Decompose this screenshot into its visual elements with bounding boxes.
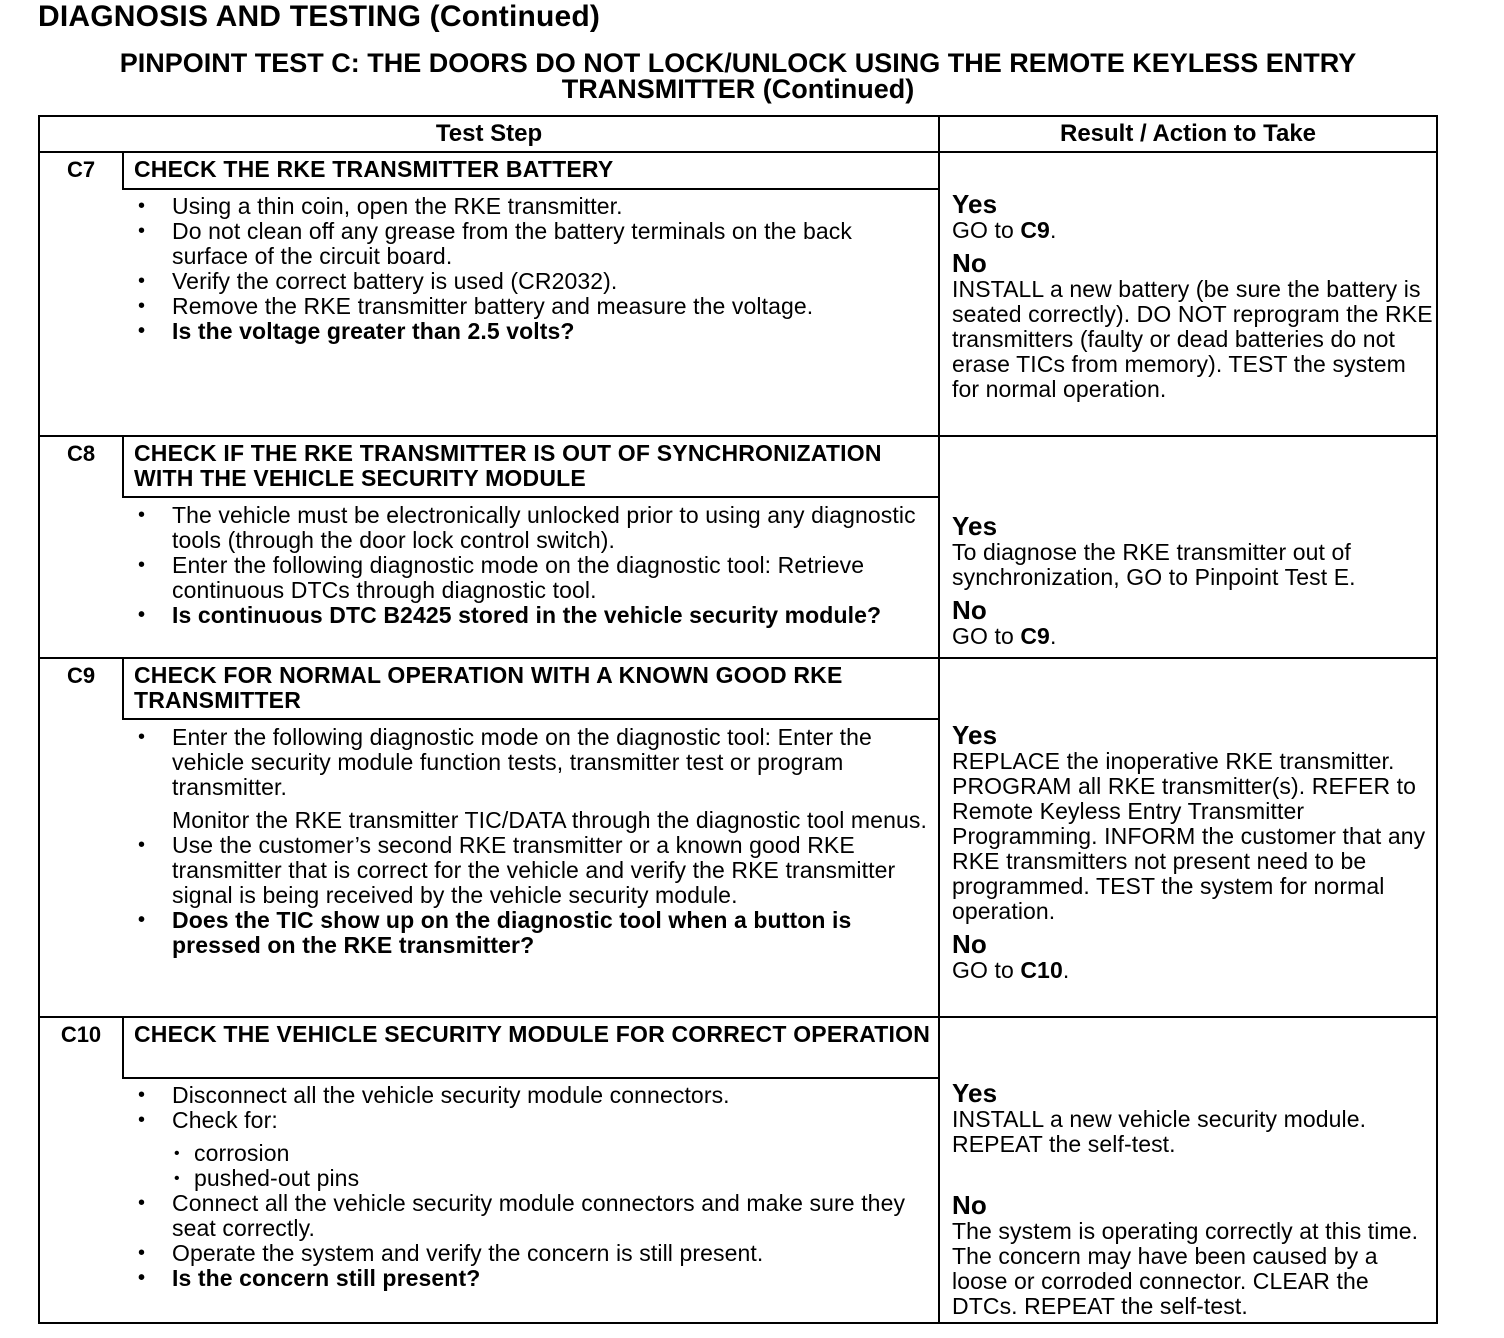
test-title-line-2: TRANSMITTER (Continued): [561, 74, 915, 104]
id-column-divider: [122, 658, 124, 719]
result-c8: [952, 512, 1434, 649]
id-column-divider: [122, 1017, 124, 1078]
list-item: • The vehicle must be electronically unlocked prior to using any diagnostic tools (through the door lock control switch).: [134, 503, 934, 553]
result-c9: [952, 721, 1434, 983]
id-column-divider: [122, 152, 124, 189]
column-header-test-step: Test Step: [435, 120, 543, 147]
test-question: • Is continuous DTC B2425 stored in the vehicle security module?: [134, 603, 934, 628]
step-id-c9: C9: [66, 663, 96, 688]
result-c10: [952, 1079, 1434, 1319]
title-divider: [122, 1077, 938, 1079]
list-item: • Operate the system and verify the concern is still present.: [134, 1241, 934, 1266]
no-action: The system is operating correctly at this time. The concern may have been caused by a loose or corroded connector. CLEAR the DTCs. REPEAT the self-test.: [952, 1218, 1419, 1319]
column-divider: [938, 117, 940, 1322]
title-divider: [122, 496, 938, 498]
step-title-c8: CHECK IF THE RKE TRANSMITTER IS OUT OF SYNCHRONIZATION WITH THE VEHICLE SECURITY MODULE: [134, 440, 882, 491]
page-title: DIAGNOSIS AND TESTING (Continued): [38, 0, 601, 33]
yes-label: Yes: [952, 189, 998, 219]
title-divider: [122, 188, 938, 190]
pinpoint-test-title: [38, 50, 1438, 102]
step-instructions-c8: [134, 503, 934, 628]
no-label: No: [952, 929, 987, 959]
list-item: • Connect all the vehicle security module connectors and make sure they seat correctly.: [134, 1191, 934, 1241]
list-item: • Enter the following diagnostic mode on the diagnostic tool: Enter the vehicle security module function tests, transmitter test or program transmitter.: [134, 725, 934, 800]
yes-label: Yes: [952, 511, 998, 541]
list-item: • Do not clean off any grease from the battery terminals on the back surface of the circuit board.: [134, 219, 934, 269]
pinpoint-test-table: [38, 115, 1438, 1324]
test-question: • Does the TIC show up on the diagnostic tool when a button is pressed on the RKE transmitter?: [134, 908, 934, 958]
row-divider: [40, 435, 1436, 437]
step-instructions-c10: [134, 1083, 934, 1291]
yes-label: Yes: [952, 720, 998, 750]
list-item: • Verify the correct battery is used (CR2032).: [134, 269, 934, 294]
sub-list-item: • pushed-out pins: [172, 1166, 934, 1191]
list-item: • Enter the following diagnostic mode on the diagnostic tool: Retrieve continuous DTCs through diagnostic tool.: [134, 553, 934, 603]
column-header-result: Result / Action to Take: [1059, 120, 1317, 147]
row-divider: [40, 657, 1436, 659]
list-item: • Remove the RKE transmitter battery and measure the voltage.: [134, 294, 934, 319]
yes-label: Yes: [952, 1078, 998, 1108]
header-divider: [40, 151, 1436, 153]
title-divider: [122, 718, 938, 720]
no-action: GO to C9.: [952, 623, 1057, 649]
no-action: INSTALL a new battery (be sure the battery is seated correctly). DO NOT reprogram the RKE transmitters (faulty or dead batteries do not erase TICs from memory). TEST the system for normal operation.: [952, 276, 1433, 402]
step-id-c8: C8: [66, 441, 96, 466]
row-divider: [40, 1016, 1436, 1018]
list-item: • Check for: • corrosion • pushed-out pins: [134, 1108, 934, 1191]
yes-action: INSTALL a new vehicle security module. REPEAT the self-test.: [952, 1106, 1367, 1157]
no-label: No: [952, 1190, 987, 1220]
list-item: • Use the customer’s second RKE transmitter or a known good RKE transmitter that is correct for the vehicle and verify the RKE transmitter signal is being received by the vehicle security module.: [134, 833, 934, 908]
yes-action: GO to C9.: [952, 217, 1057, 243]
test-title-line-1: PINPOINT TEST C: THE DOORS DO NOT LOCK/UNLOCK USING THE REMOTE KEYLESS ENTRY: [119, 48, 1357, 78]
step-title-c10: CHECK THE VEHICLE SECURITY MODULE FOR CORRECT OPERATION: [134, 1021, 931, 1047]
id-column-divider: [122, 436, 124, 497]
yes-action: REPLACE the inoperative RKE transmitter. PROGRAM all RKE transmitter(s). REFER to Remote Keyless Entry Transmitter Programming. INFORM the customer that any RKE transmitters not present need to be programmed. TEST the system for normal operation.: [952, 748, 1426, 924]
step-title-c7: CHECK THE RKE TRANSMITTER BATTERY: [134, 156, 614, 182]
step-reference: C10: [1020, 957, 1063, 983]
result-c7: [952, 190, 1434, 402]
list-item: • Disconnect all the vehicle security module connectors.: [134, 1083, 934, 1108]
step-id-c7: C7: [66, 157, 96, 182]
list-item: • Using a thin coin, open the RKE transmitter.: [134, 194, 934, 219]
step-title-c9: CHECK FOR NORMAL OPERATION WITH A KNOWN GOOD RKE TRANSMITTER: [134, 662, 843, 713]
step-instructions-c7: [134, 194, 934, 344]
no-label: No: [952, 248, 987, 278]
check-for-list: [172, 1141, 934, 1191]
test-question: • Is the concern still present?: [134, 1266, 934, 1291]
step-reference: C9: [1020, 623, 1050, 649]
yes-action: To diagnose the RKE transmitter out of synchronization, GO to Pinpoint Test E.: [952, 539, 1356, 590]
step-reference: C9: [1020, 217, 1050, 243]
step-id-c10: C10: [60, 1022, 102, 1047]
sub-list-item: • corrosion: [172, 1141, 934, 1166]
list-item-continuation: Monitor the RKE transmitter TIC/DATA through the diagnostic tool menus.: [172, 807, 927, 833]
no-label: No: [952, 595, 987, 625]
step-instructions-c9: [134, 725, 934, 958]
test-question: • Is the voltage greater than 2.5 volts?: [134, 319, 934, 344]
no-action: GO to C10.: [952, 957, 1070, 983]
